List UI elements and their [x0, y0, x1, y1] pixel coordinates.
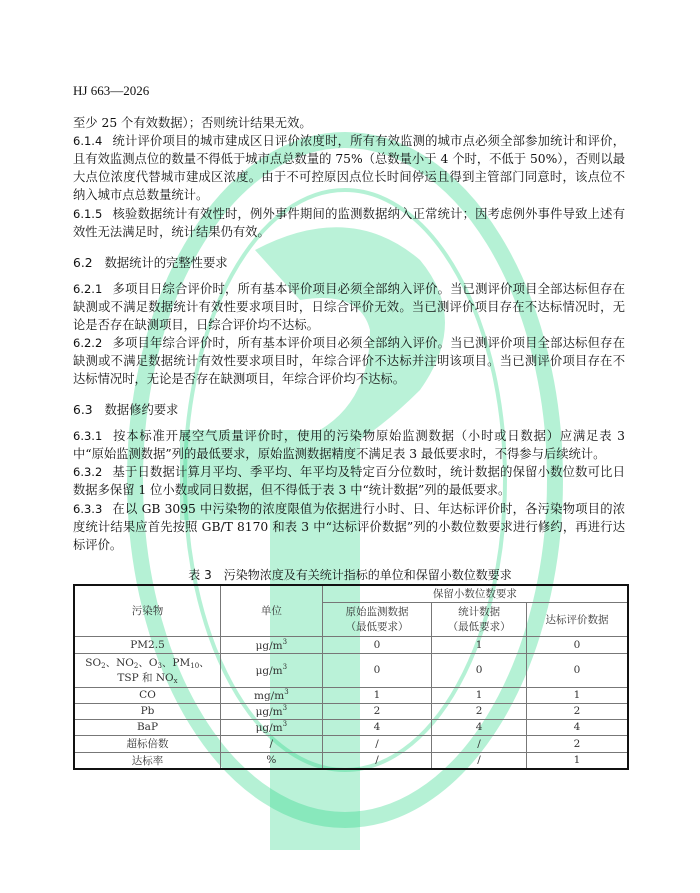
header-raw	[322, 602, 432, 636]
cell-eval: 4	[526, 719, 628, 735]
cell-pollutant: BaP	[74, 719, 220, 735]
paragraph-6-3-2	[73, 463, 625, 499]
header-stat-note: （最低要求）	[447, 621, 511, 633]
cell-stat: /	[432, 752, 527, 769]
clause-number: 6.3.2	[73, 465, 103, 479]
table-row	[74, 703, 628, 719]
section-heading-6-2	[73, 253, 228, 271]
paragraph-text: 至少 25 个有效数据）；否则统计结果无效。	[73, 116, 312, 130]
header-raw-label: 原始监测数据	[345, 606, 409, 618]
paragraph-6-1-4	[73, 132, 625, 204]
paragraph-text: 基于日数据计算月平均、季平均、年平均及特定百分位数时，统计数据的保留小数位数可比日数据多保留 1 位小数或同日数据，但不得低于表 3 中“统计数据”列的最低要求。	[73, 465, 625, 497]
paragraph-text: 统计评价项目的城市建成区日评价浓度时，所有有效监测的城市点必须全部参加统计和评价，且有效监测点位的数量不得低于城市点总数量的 75%（总数量小于 4 个时，不低于 50%），否则以最大点位浓度代替城市建成区浓度。由于不可控原因点位长时间停运且得到主管部门同意时，该点位不纳入城市点总数量统计。	[73, 134, 625, 202]
cell-unit: $\mu g/m^3$	[220, 719, 322, 735]
header-stat-label: 统计数据	[458, 606, 501, 618]
cell-eval: 2	[526, 735, 628, 752]
paragraph-text: 按本标准开展空气质量评价时，使用的污染物原始监测数据（小时或日数据）应满足表 3 中“原始监测数据”列的最低要求，原始监测数据精度不满足表 3 最低要求时，不得参与后续统计。	[73, 429, 625, 461]
clause-number: 6.1.5	[73, 207, 103, 221]
table-title: 污染物浓度及有关统计指标的单位和保留小数位数要求	[223, 568, 512, 582]
clause-number: 6.2.2	[73, 336, 103, 350]
cell-unit: %	[220, 752, 322, 769]
cell-eval: 0	[526, 636, 628, 653]
cell-raw: 0	[322, 636, 432, 653]
cell-eval: 1	[526, 687, 628, 703]
paragraph-text: 多项目日综合评价时，所有基本评价项目必须全部纳入评价。当已测评价项目全部达标但存在缺测或不满足数据统计有效性要求项目时，日综合评价无效。当已测评价项目存在不达标情况时，无论是否存在缺测项目，日综合评价均不达标。	[73, 282, 625, 332]
cell-pollutant: 达标率	[74, 752, 220, 769]
cell-raw: /	[322, 752, 432, 769]
cell-stat: 0	[432, 653, 527, 687]
header-raw-note: （最低要求）	[345, 621, 409, 633]
cell-raw: /	[322, 735, 432, 752]
cell-pollutant: 超标倍数	[74, 735, 220, 752]
cell-unit: $\mu g/m^3$	[220, 653, 322, 687]
paragraph-6-3-3	[73, 500, 625, 554]
section-heading-6-3	[73, 400, 178, 418]
section-number: 6.2	[73, 256, 93, 270]
table-row	[74, 735, 628, 752]
section-title: 数据修约要求	[104, 403, 179, 417]
cell-raw: 0	[322, 653, 432, 687]
cell-pollutant: Pb	[74, 703, 220, 719]
document-id: HJ 663—2026	[73, 83, 150, 98]
clause-number: 6.3.1	[73, 429, 103, 443]
paragraph-continuation	[73, 114, 625, 132]
table-row	[74, 687, 628, 703]
clause-number: 6.3.3	[73, 502, 103, 516]
decimal-places-table	[73, 584, 629, 770]
header-decimal-group: 保留小数位数要求	[322, 585, 628, 602]
cell-pollutant: PM2.5	[74, 636, 220, 653]
cell-raw: 4	[322, 719, 432, 735]
header-eval: 达标评价数据	[526, 602, 628, 636]
table-number: 表 3	[188, 568, 212, 582]
table-row	[74, 719, 628, 735]
clause-number: 6.1.4	[73, 134, 103, 148]
section-number: 6.3	[73, 403, 93, 417]
table-row	[74, 653, 628, 687]
cell-unit: $\mu g/m^3$	[220, 703, 322, 719]
paragraph-text: 多项目年综合评价时，所有基本评价项目必须全部纳入评价。当已测评价项目全部达标但存在缺测或不满足数据统计有效性要求项目时，年综合评价不达标并注明该项目。当已测评价项目存在不达标情况时，无论是否存在缺测项目，年综合评价均不达标。	[73, 336, 625, 386]
table-row	[74, 752, 628, 769]
cell-eval: 0	[526, 653, 628, 687]
paragraph-6-2-2	[73, 334, 625, 388]
cell-pollutant: CO	[74, 687, 220, 703]
header-stat	[432, 602, 527, 636]
cell-eval: 2	[526, 703, 628, 719]
cell-stat: /	[432, 735, 527, 752]
header-pollutant: 污染物	[74, 585, 220, 636]
clause-number: 6.2.1	[73, 282, 103, 296]
cell-unit: $mg/m^3$	[220, 687, 322, 703]
table-caption	[0, 566, 700, 583]
table-row	[74, 636, 628, 653]
cell-stat: 1	[432, 687, 527, 703]
cell-raw: 2	[322, 703, 432, 719]
section-title: 数据统计的完整性要求	[104, 256, 228, 270]
paragraph-6-1-5	[73, 205, 625, 241]
cell-stat: 2	[432, 703, 527, 719]
paragraph-6-2-1	[73, 280, 625, 334]
paragraph-text: 核验数据统计有效性时，例外事件期间的监测数据纳入正常统计；因考虑例外事件导致上述有效性无法满足时，统计结果仍有效。	[73, 207, 625, 239]
cell-stat: 4	[432, 719, 527, 735]
cell-eval: 1	[526, 752, 628, 769]
paragraph-6-3-1	[73, 427, 625, 463]
cell-unit: $\mu g/m^3$	[220, 636, 322, 653]
cell-pollutant: $SO_2$、$NO_2$、$O_3$、$PM_{10}$、 TSP 和 $NO_x$	[74, 653, 220, 687]
cell-unit: /	[220, 735, 322, 752]
cell-stat: 1	[432, 636, 527, 653]
paragraph-text: 在以 GB 3095 中污染物的浓度限值为依据进行小时、日、年达标评价时，各污染物项目的浓度统计结果应首先按照 GB/T 8170 和表 3 中“达标评价数据”列的小数位数要求进行修约，再进行达标评价。	[73, 502, 625, 552]
cell-raw: 1	[322, 687, 432, 703]
header-unit: 单位	[220, 585, 322, 636]
